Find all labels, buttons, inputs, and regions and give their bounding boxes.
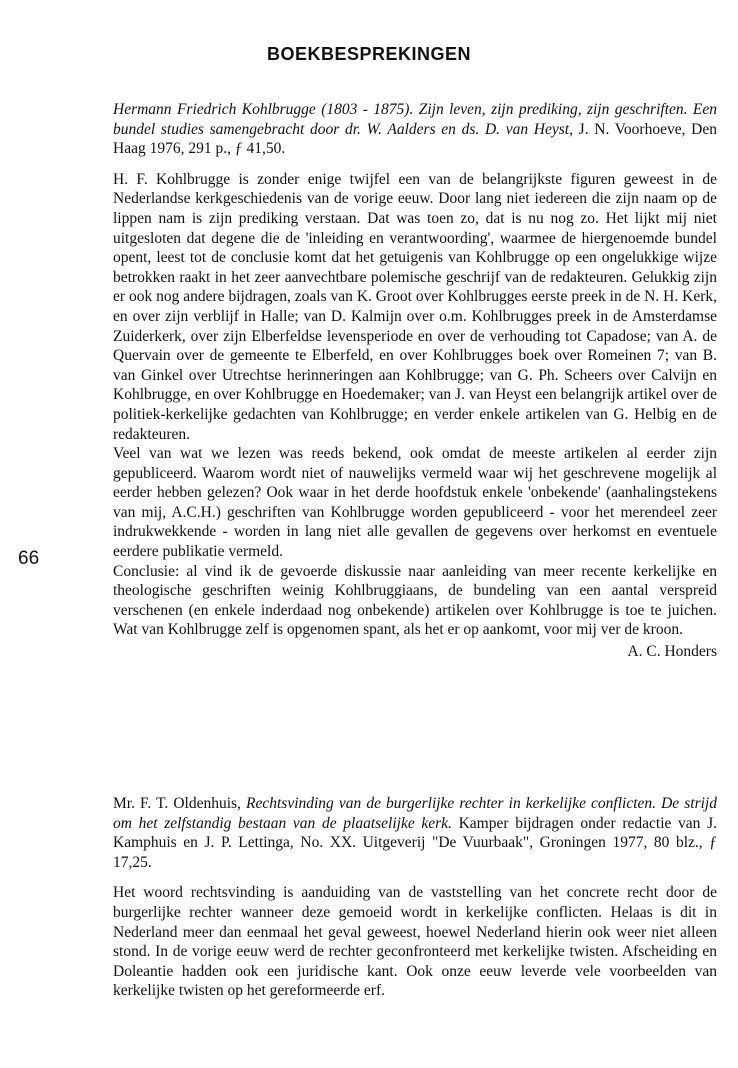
citation-title: Hermann Friedrich Kohlbrugge (1803 - 1875). Zijn leven, zijn prediking, zijn geschriften. Een bundel studies samengebracht door dr. W. Aalders en ds. D. van Heyst,	[113, 101, 717, 138]
review-kohlbrugge	[113, 100, 717, 662]
review-paragraph: Conclusie: al vind ik de gevoerde diskussie naar aanleiding van meer recente kerkelijke en theologische geschriften weinig Kohlbruggiaans, de bundeling van een aantal verspreid verschenen (en enkele inderdaad nog onbekende) artikelen over Kohlbrugge is toe te juichen. Wat van Kohlbrugge zelf is opgenomen spant, als het er op aankomt, voor mij ver de kroon.	[113, 562, 717, 639]
citation-title: Rechtsvinding van de burgerlijke rechter in kerkelijke conflicten. De strijd om het zelfstandig bestaan van de plaatselijke kerk.	[113, 795, 717, 832]
reviewer-signature: A. C. Honders	[627, 643, 717, 661]
citation-publisher: Kamper bijdragen onder redactie van J. Kamphuis en J. P. Lettinga, No. XX. Uitgeverij "De Vuurbaak", Groningen 1977, 80 blz., ƒ 17,25.	[113, 814, 718, 871]
review-citation	[113, 100, 717, 159]
review-rechtsvinding	[113, 794, 717, 1001]
review-paragraph: H. F. Kohlbrugge is zonder enige twijfel een van de belangrijkste figuren geweest in de Nederlandse kerkgeschiedenis van de vorige eeuw. Door lang niet iedereen die zijn naam op de lippen nam is zijn prediking verstaan. Dat was toen zo, dat is nu nog zo. Het lijkt mij niet uitgesloten dat degene die de 'inleiding en verantwoording', waarmee de hiergenoemde bundel opent, leest tot de conclusie komt dat het getuigenis van Kohlbrugge op een ongelukkige wijze betrokken raakt in het zeer aanvechtbare polemische geschrijf van de redakteuren. Gelukkig zijn er ook nog andere bijdragen, zoals van K. Groot over Kohlbrugges eerste preek in de N. H. Kerk, en over zijn verblijf in Halle; van D. Kalmijn over o.m. Kohlbrugges preek in de Amsterdamse Zuiderkerk, over zijn Elberfeldse levensperiode en over de verhouding tot Capadose; van A. de Quervain over de gemeente te Elberfeld, en over Kohlbrugges boek over Romeinen 7; van B. van Ginkel over Utrechtse herinneringen aan Kohlbrugge; van G. Ph. Scheers over Calvijn en Kohlbrugge, en over Kohlbrugge en Hoedemaker; van J. van Heyst een belangrijk artikel over de politiek-kerkelijke gedachten van Kohlbrugge; en verder enkele artikelen van G. Helbig en de redakteuren.	[113, 170, 717, 443]
review-citation	[113, 794, 717, 872]
citation-author: Mr. F. T. Oldenhuis,	[113, 795, 246, 812]
review-paragraph: Veel van wat we lezen was reeds bekend, ook omdat de meeste artikelen al eerder zijn gepubliceerd. Waarom wordt niet of nauwelijks vermeld waar wij het geschrevene mogelijk al eerder hebben gelezen? Ook waar in het derde hoofdstuk enkele 'onbekende' (aanhalingstekens van mij, A.C.H.) geschriften van Kohlbrugge worden gepubliceerd - voor het merendeel zeer indrukwekkende - worden in lang niet alle gevallen de gegevens over herkomst en eventuele eerdere publikatie vermeld.	[113, 445, 717, 561]
page-heading: BOEKBESPREKINGEN	[266, 44, 472, 64]
citation-publisher: J. N. Voorhoeve, Den Haag 1976, 291 p., ƒ 41,50.	[113, 120, 717, 158]
review-paragraph: Het woord rechtsvinding is aanduiding van de vaststelling van het concrete recht door de burgerlijke rechter wanneer deze gemoeid wordt in kerkelijke conflicten. Helaas is dit in Nederland meer dan eenmaal het geval geweest, hoewel Nederland hierin ook weer niet alleen stond. In de vorige eeuw werd de rechter geconfronteerd met kerkelijke twisten. Afscheiding en Doleantie hadden ook een juridische kant. Ook onze eeuw leverde vele voorbeelden van kerkelijke twisten op het gereformeerde erf.	[113, 884, 717, 1000]
page-number: 66	[18, 548, 40, 569]
